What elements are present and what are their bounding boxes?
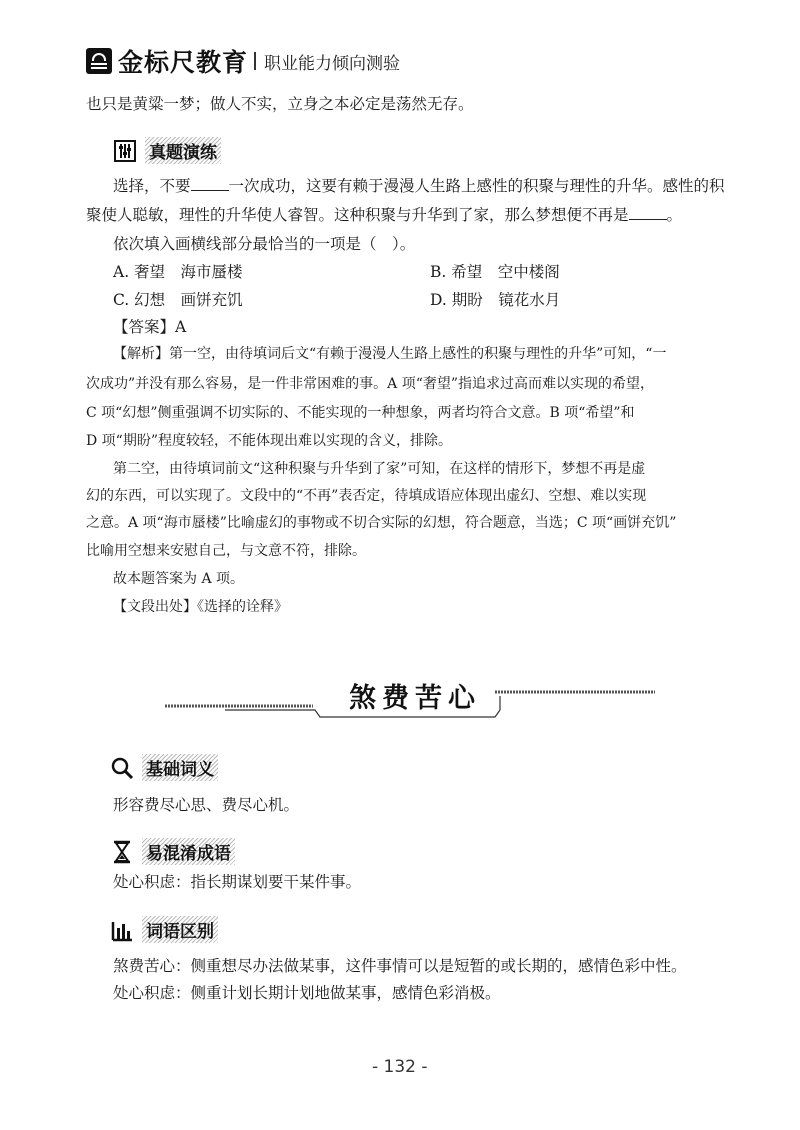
option-b: B. 希望 空中楼阁 <box>430 263 560 281</box>
question-text-2a: 聚使人聪敏，理性的升华使人睿智。这种积聚与升华到了家，那么梦想便不再是 <box>86 206 629 224</box>
option-c: C. 幻想 画饼充饥 <box>113 291 243 309</box>
basic-meaning-text: 形容费尽心思、费尽心机。 <box>113 796 300 814</box>
analysis-conclusion: 故本题答案为 A 项。 <box>113 571 245 587</box>
word-difference-line-2: 处心积虑：侧重计划长期计划地做某事，感情色彩消极。 <box>113 984 501 1002</box>
analysis-line: 次成功”并没有那么容易，是一件非常困难的事。A 项“奢望”指追求过高而难以实现的希望， <box>86 376 655 392</box>
confusable-idiom-header <box>110 838 235 865</box>
analysis-line: 【解析】第一空，由待填词后文“有赖于漫漫人生路上感性的积聚与理性的升华”可知，“一 <box>113 346 667 362</box>
magnifier-icon <box>110 756 134 780</box>
practice-section-header <box>113 137 221 164</box>
option-d: D. 期盼 镜花水月 <box>430 291 561 309</box>
bar-chart-icon <box>110 918 134 942</box>
idiom-title: 煞费苦心 <box>349 683 481 714</box>
page-header <box>86 44 400 78</box>
brand-name: 金标尺教育 <box>118 48 249 77</box>
word-difference-title: 词语区别 <box>142 916 218 943</box>
analysis-line: 第二空，由待填词前文“这种积聚与升华到了家”可知，在这样的情形下，梦想不再是虚 <box>113 461 646 477</box>
question-text-1b: 一次成功，这要有赖于漫漫人生路上感性的积聚与理性的升华。感性的积 <box>228 177 725 195</box>
question-line-1 <box>113 176 725 196</box>
basic-meaning-title: 基础词义 <box>142 754 218 781</box>
practice-title: 真题演练 <box>145 137 221 164</box>
header-subtitle: 职业能力倾向测验 <box>264 53 401 74</box>
word-difference-header <box>110 916 218 943</box>
question-text-2b: 。 <box>666 206 683 224</box>
source-citation: 【文段出处】《选择的诠释》 <box>113 599 288 615</box>
idiom-title-banner <box>165 672 655 722</box>
option-a: A. 奢望 海市蜃楼 <box>113 263 243 281</box>
word-difference-line-1: 煞费苦心：侧重想尽办法做某事，这件事情可以是短暂的或长期的，感情色彩中性。 <box>113 957 687 975</box>
intro-line: 也只是黄粱一梦；做人不实，立身之本必定是荡然无存。 <box>86 95 474 113</box>
analysis-line: D 项“期盼”程度较轻，不能体现出难以实现的含义，排除。 <box>86 433 452 449</box>
blank-2 <box>629 205 667 220</box>
hourglass-icon <box>110 840 134 864</box>
brand-logo-icon <box>86 48 112 74</box>
sliders-icon <box>113 139 137 163</box>
page-number: - 132 - <box>372 1057 428 1077</box>
confusable-idiom-title: 易混淆成语 <box>142 838 235 865</box>
analysis-line: 之意。A 项“海市蜃楼”比喻虚幻的事物或不切合实际的幻想，符合题意，当选；C 项“画饼充饥” <box>86 515 677 531</box>
answer: 【答案】A <box>113 318 187 336</box>
question-prompt: 依次填入画横线部分最恰当的一项是（ ）。 <box>113 235 416 253</box>
analysis-line: C 项“幻想”侧重强调不切实际的、不能实现的一种想象，两者均符合文意。B 项“希望”和 <box>86 405 635 421</box>
basic-meaning-header <box>110 754 218 781</box>
analysis-line: 比喻用空想来安慰自己，与文意不符，排除。 <box>86 543 366 559</box>
confusable-idiom-text: 处心积虑：指长期谋划要干某件事。 <box>113 873 362 891</box>
blank-1 <box>191 176 229 191</box>
analysis-line: 幻的东西，可以实现了。文段中的“不再”表否定，待填成语应体现出虚幻、空想、难以实现 <box>86 488 647 504</box>
header-divider <box>254 52 256 70</box>
question-line-2 <box>86 205 682 225</box>
question-text-1a: 选择，不要 <box>113 177 191 195</box>
